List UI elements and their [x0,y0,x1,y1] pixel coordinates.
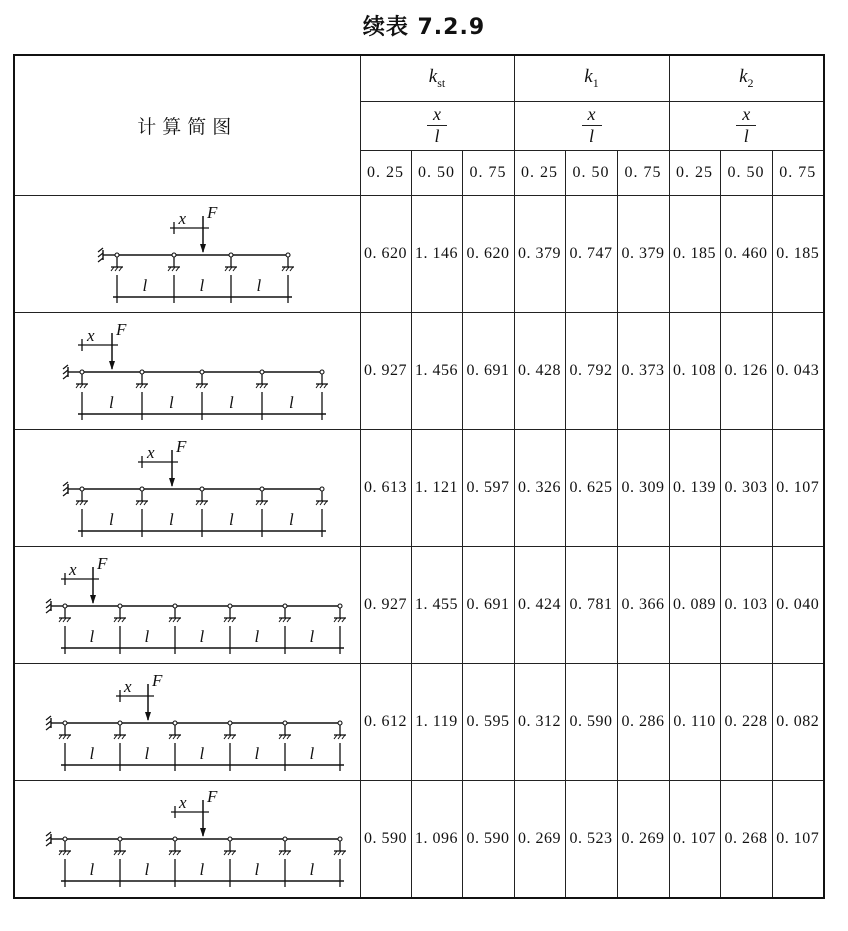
span-label-l: l [89,860,95,880]
table-row [14,547,824,664]
table-row [14,196,824,313]
coefficient-table [13,54,825,899]
x-label: x [124,676,132,696]
support-symbol [279,837,291,887]
support-symbol [316,487,328,537]
coefficient-value: 0. 110 [669,664,720,781]
coefficient-value: 0. 107 [669,781,720,898]
support-symbol [224,604,236,654]
support-symbol [169,837,181,887]
span-label-l: l [199,860,205,880]
span-label-l: l [109,509,114,529]
support-symbol [334,837,346,887]
coefficient-value: 0. 792 [565,313,617,430]
force-label-F: F [207,787,218,807]
coefficient-value: 0. 286 [617,664,669,781]
coefficient-value: 0. 595 [462,664,514,781]
coefficient-value: 1. 096 [411,781,462,898]
span-label-l: l [256,275,262,295]
support-symbol [224,837,236,887]
coefficient-value: 0. 089 [669,547,720,664]
coefficient-value: 0. 107 [772,781,824,898]
support-symbol [196,487,208,537]
continuous-beam-diagram [15,197,361,312]
support-symbol [114,837,126,887]
coefficient-value: 0. 103 [720,547,772,664]
support-symbol [279,721,291,771]
group-header-kst: $k_{st}$ [360,55,514,102]
left-support [63,365,82,379]
support-symbol [225,253,237,303]
coefficient-value: 0. 373 [617,313,669,430]
coefficient-value: 0. 590 [462,781,514,898]
coefficient-value: 0. 126 [720,313,772,430]
support-symbol [169,604,181,654]
coefficient-value: 0. 309 [617,430,669,547]
span-label-l: l [169,509,174,529]
support-symbol [334,604,346,654]
coefficient-value: 0. 428 [514,313,565,430]
coefficient-value: 0. 590 [360,781,411,898]
support-symbol [59,837,71,887]
span-label-l: l [309,743,315,763]
force-label-F: F [176,436,187,456]
load-arrow [116,684,154,721]
force-label-F: F [152,670,163,690]
span-label-l: l [254,860,260,880]
support-symbol [114,604,126,654]
coefficient-value: 0. 927 [360,313,411,430]
fraction-header: $\frac{x}{l}$ [669,102,824,151]
fraction-header: $\frac{x}{l}$ [360,102,514,151]
fraction-header: $\frac{x}{l}$ [514,102,669,151]
coefficient-value: 0. 781 [565,547,617,664]
coefficient-value: 0. 312 [514,664,565,781]
span-label-l: l [254,743,260,763]
coefficient-value: 0. 379 [617,196,669,313]
span-label-l: l [142,275,148,295]
coefficient-value: 0. 379 [514,196,565,313]
beam-diagram-cell [14,664,360,781]
left-support [98,248,117,262]
continuous-beam-diagram [15,665,361,780]
coefficient-value: 0. 523 [565,781,617,898]
beam-diagram-cell [14,196,360,313]
group-header-k1: $k_1$ [514,55,669,102]
span-label-l: l [89,626,95,646]
load-arrow [170,216,209,253]
coefficient-value: 1. 119 [411,664,462,781]
coefficient-value: 0. 268 [720,781,772,898]
beam-diagram-cell [14,781,360,898]
load-arrow [61,567,99,604]
coefficient-value: 0. 303 [720,430,772,547]
beam-diagram-cell [14,313,360,430]
coefficient-value: 0. 460 [720,196,772,313]
table-row [14,781,824,898]
x-label: x [178,208,187,228]
span-label-l: l [199,275,205,295]
span-label-l: l [109,392,114,412]
support-symbol [59,721,71,771]
coefficient-value: 0. 269 [617,781,669,898]
support-symbol [279,604,291,654]
support-symbol [316,370,328,420]
support-symbol [256,487,268,537]
coefficient-value: 0. 040 [772,547,824,664]
coefficient-value: 0. 366 [617,547,669,664]
span-label-l: l [309,860,315,880]
x-label: x [87,325,95,345]
x-label: x [147,442,155,462]
table-row [14,430,824,547]
support-symbol [114,721,126,771]
coefficient-value: 0. 185 [772,196,824,313]
position-header: 0. 25 [514,151,565,196]
coefficient-value: 0. 747 [565,196,617,313]
force-label-F: F [97,553,108,573]
support-symbol [256,370,268,420]
left-support [46,832,65,846]
beam-diagram-cell [14,547,360,664]
continuous-beam-diagram [15,781,361,896]
support-symbol [136,487,148,537]
support-symbol [334,721,346,771]
position-header: 0. 25 [360,151,411,196]
support-symbol [196,370,208,420]
span-label-l: l [254,626,260,646]
coefficient-value: 0. 620 [462,196,514,313]
position-header: 0. 50 [411,151,462,196]
span-label-l: l [199,743,205,763]
position-header: 0. 50 [565,151,617,196]
span-label-l: l [289,392,294,412]
span-label-l: l [144,743,150,763]
coefficient-value: 0. 185 [669,196,720,313]
coefficient-value: 1. 146 [411,196,462,313]
diagram-column-header: 计算简图 [14,55,360,196]
coefficient-value: 0. 082 [772,664,824,781]
coefficient-value: 0. 927 [360,547,411,664]
coefficient-value: 0. 620 [360,196,411,313]
span-label-l: l [229,392,234,412]
group-header-k2: $k_2$ [669,55,824,102]
span-label-l: l [144,860,150,880]
coefficient-value: 0. 597 [462,430,514,547]
span-label-l: l [144,626,150,646]
coefficient-value: 0. 612 [360,664,411,781]
beam-diagram-cell [14,430,360,547]
coefficient-value: 0. 691 [462,547,514,664]
left-support [63,482,82,496]
continuous-beam-diagram [15,314,361,429]
table-row [14,313,824,430]
left-support [46,599,65,613]
coefficient-value: 0. 108 [669,313,720,430]
coefficient-value: 1. 455 [411,547,462,664]
coefficient-value: 0. 691 [462,313,514,430]
position-header: 0. 75 [772,151,824,196]
x-label: x [179,793,187,813]
coefficient-value: 0. 625 [565,430,617,547]
load-arrow [78,333,118,370]
span-label-l: l [169,392,174,412]
support-symbol [168,253,180,303]
coefficient-value: 0. 269 [514,781,565,898]
force-label-F: F [116,319,127,339]
coefficient-value: 0. 590 [565,664,617,781]
position-header: 0. 50 [720,151,772,196]
coefficient-value: 0. 043 [772,313,824,430]
support-symbol [111,253,123,303]
support-symbol [136,370,148,420]
position-header: 0. 25 [669,151,720,196]
force-label-F: F [207,202,218,222]
support-symbol [76,370,88,420]
coefficient-value: 1. 456 [411,313,462,430]
coefficient-value: 1. 121 [411,430,462,547]
support-symbol [224,721,236,771]
support-symbol [59,604,71,654]
span-label-l: l [89,743,95,763]
continuous-beam-diagram [15,548,361,663]
left-support [46,716,65,730]
coefficient-value: 0. 139 [669,430,720,547]
coefficient-value: 0. 228 [720,664,772,781]
position-header: 0. 75 [617,151,669,196]
coefficient-value: 0. 107 [772,430,824,547]
coefficient-value: 0. 326 [514,430,565,547]
load-arrow [171,800,209,837]
support-symbol [282,253,294,303]
x-label: x [69,559,77,579]
span-label-l: l [309,626,315,646]
span-label-l: l [199,626,205,646]
span-label-l: l [229,509,234,529]
load-arrow [138,450,178,487]
table-row [14,664,824,781]
coefficient-value: 0. 613 [360,430,411,547]
position-header: 0. 75 [462,151,514,196]
support-symbol [76,487,88,537]
support-symbol [169,721,181,771]
table-title: 续表 7.2.9 [362,15,486,40]
span-label-l: l [289,509,294,529]
continuous-beam-diagram [15,431,361,546]
coefficient-value: 0. 424 [514,547,565,664]
